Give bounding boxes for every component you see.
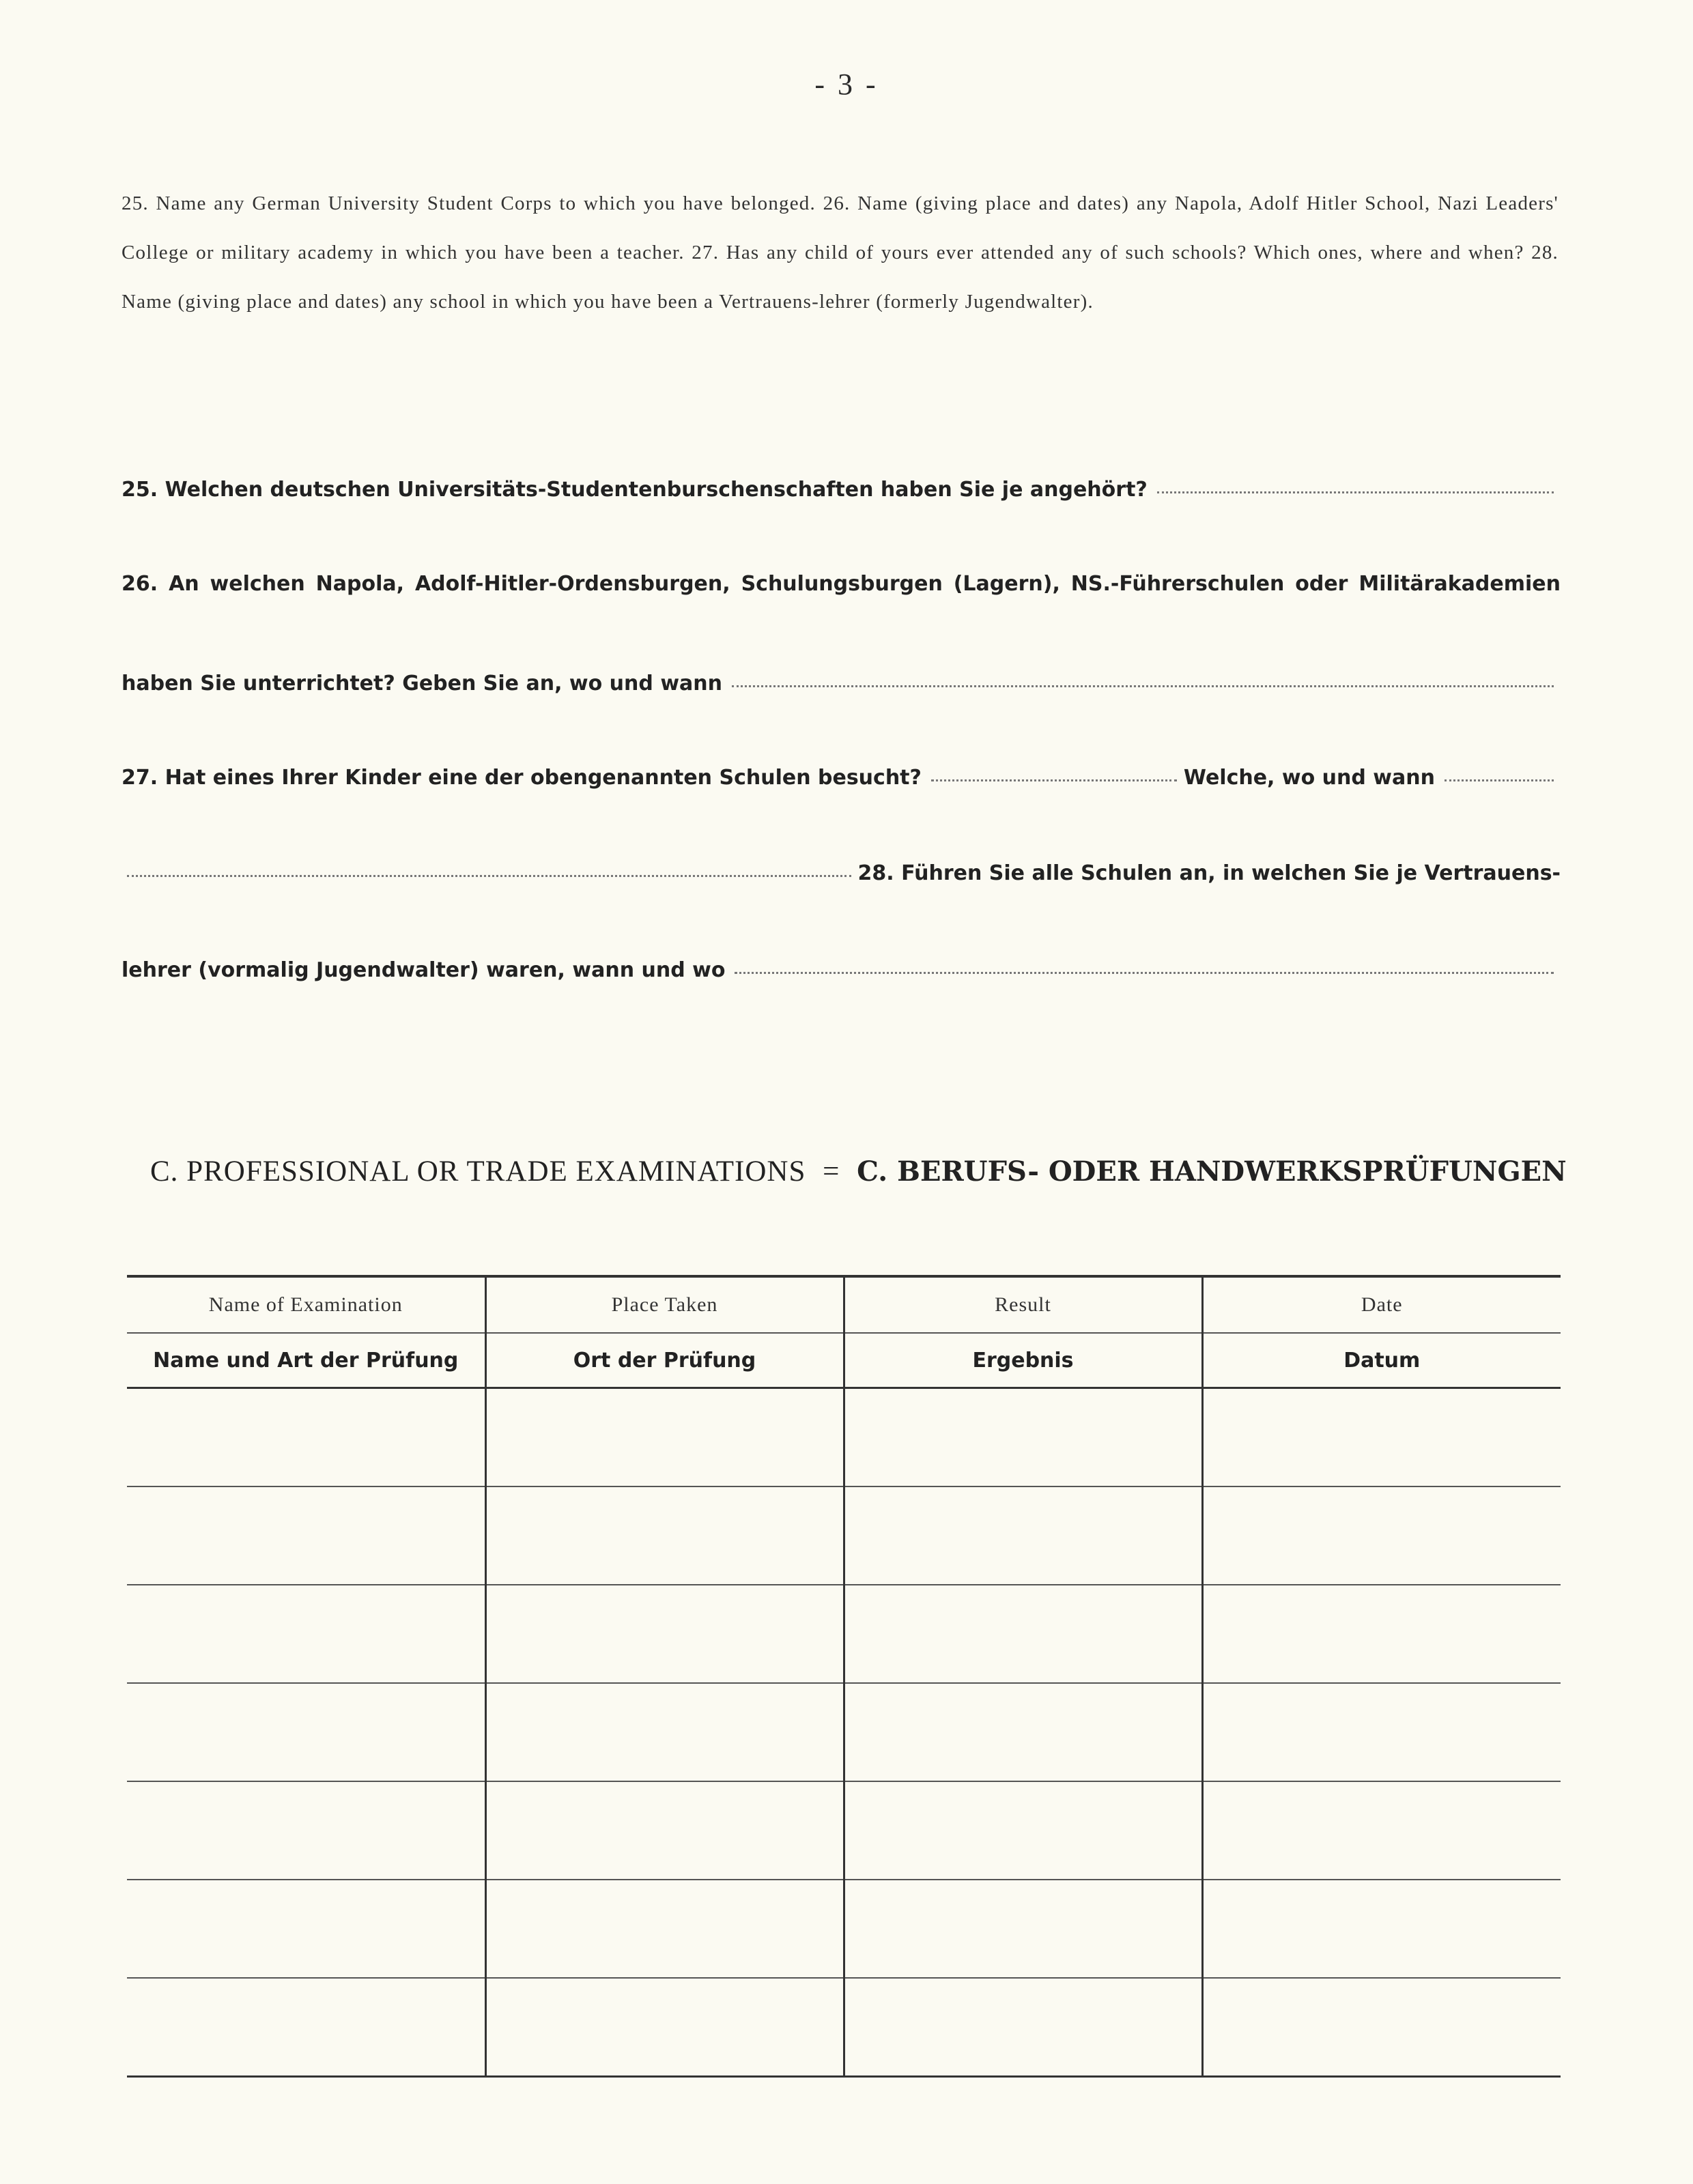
table-row [127,1683,1561,1781]
heading-separator: = [823,1155,840,1188]
cell-date[interactable] [1202,1781,1561,1880]
page-number: - 3 - [814,68,879,101]
question-26-word: oder [1295,572,1348,596]
cell-place-taken[interactable] [485,1880,844,1978]
column-header-result: Result [844,1276,1202,1333]
cell-result[interactable] [844,1880,1202,1978]
question-26-line-1 [122,572,1561,596]
cell-date[interactable] [1202,1388,1561,1487]
cell-name-of-examination[interactable] [127,1486,485,1585]
question-26-word: Adolf-Hitler-Ordensburgen, [414,572,730,596]
cell-result[interactable] [844,1486,1202,1585]
column-header-date: Date [1202,1276,1561,1333]
section-c-heading-german: C. BERUFS- ODER HANDWERKSPRÜFUNGEN [857,1155,1567,1188]
cell-date[interactable] [1202,1683,1561,1781]
cell-date[interactable] [1202,1978,1561,2077]
column-header-datum: Datum [1202,1333,1561,1388]
table-header-english [127,1276,1561,1333]
column-header-ergebnis: Ergebnis [844,1333,1202,1388]
section-c-heading [150,1155,1567,1188]
table-row [127,1388,1561,1487]
table-header-german [127,1333,1561,1388]
question-26-word: Schulungsburgen [741,572,943,596]
cell-place-taken[interactable] [485,1978,844,2077]
question-26-row [122,672,1561,695]
question-26-word: NS.-Führerschulen [1070,572,1285,596]
question-25-label: 25. Welchen deutschen Universitäts-Studentenburschenschaften haben Sie je angehört? [122,478,1148,502]
examinations-table [127,1275,1561,2078]
table-row [127,1486,1561,1585]
answer-25-field[interactable] [1157,491,1554,493]
table-row [127,1978,1561,2077]
cell-result[interactable] [844,1978,1202,2077]
question-28-label: 28. Führen Sie alle Schulen an, in welchen Sie je Vertrauens- [857,861,1561,885]
question-26-word: An [169,572,199,596]
column-header-place-taken: Place Taken [485,1276,844,1333]
cell-date[interactable] [1202,1486,1561,1585]
cell-result[interactable] [844,1585,1202,1683]
question-26-word: (Lagern), [953,572,1060,596]
cell-place-taken[interactable] [485,1388,844,1487]
cell-date[interactable] [1202,1880,1561,1978]
cell-result[interactable] [844,1388,1202,1487]
cell-name-of-examination[interactable] [127,1585,485,1683]
answer-28-field[interactable] [735,972,1554,974]
column-header-ort: Ort der Prüfung [485,1333,844,1388]
question-26-word: Napola, [315,572,405,596]
question-25-row [122,478,1561,502]
cell-place-taken[interactable] [485,1585,844,1683]
cell-date[interactable] [1202,1585,1561,1683]
cell-result[interactable] [844,1781,1202,1880]
cell-name-of-examination[interactable] [127,1683,485,1781]
cell-place-taken[interactable] [485,1781,844,1880]
question-26-label-continued: haben Sie unterrichtet? Geben Sie an, wo und wann [122,672,722,695]
question-28-label-continued: lehrer (vormalig Jugendwalter) waren, wann und wo [122,958,726,982]
answer-27-continued-field[interactable] [127,875,851,877]
question-27-row [122,766,1561,790]
question-28-row-1 [127,861,1561,885]
table-row [127,1880,1561,1978]
cell-name-of-examination[interactable] [127,1880,485,1978]
question-26-word: 26. [122,572,158,596]
cell-place-taken[interactable] [485,1486,844,1585]
cell-name-of-examination[interactable] [127,1388,485,1487]
english-instructions: 25. Name any German University Student Corps to which you have belonged. 26. Name (giving place and dates) any Napola, Adolf Hitler School, Nazi Leaders' College or military academy in which you have been a teacher. 27. Has any child of yours ever attended any of such schools? Which ones, where and when? 28. Name (giving place and dates) any school in which you have been a Vertrauens-lehrer (formerly Jugendwalter). [122,192,1559,313]
answer-27-attended-field[interactable] [931,779,1177,781]
section-c-heading-english: C. PROFESSIONAL OR TRADE EXAMINATIONS [150,1155,806,1188]
question-26-word: Militärakademien [1358,572,1561,596]
question-26-word: welchen [210,572,305,596]
column-header-name-of-examination: Name of Examination [127,1276,485,1333]
cell-name-of-examination[interactable] [127,1781,485,1880]
question-27-label: 27. Hat eines Ihrer Kinder eine der obengenannten Schulen besucht? [122,766,922,790]
table-row [127,1585,1561,1683]
cell-name-of-examination[interactable] [127,1978,485,2077]
cell-place-taken[interactable] [485,1683,844,1781]
table-row [127,1781,1561,1880]
column-header-name-und-art: Name und Art der Prüfung [127,1333,485,1388]
question-27-followup-label: Welche, wo und wann [1183,766,1435,790]
answer-26-field[interactable] [732,685,1554,687]
cell-result[interactable] [844,1683,1202,1781]
question-28-row-2 [122,958,1561,982]
answer-27-which-field[interactable] [1445,779,1554,781]
